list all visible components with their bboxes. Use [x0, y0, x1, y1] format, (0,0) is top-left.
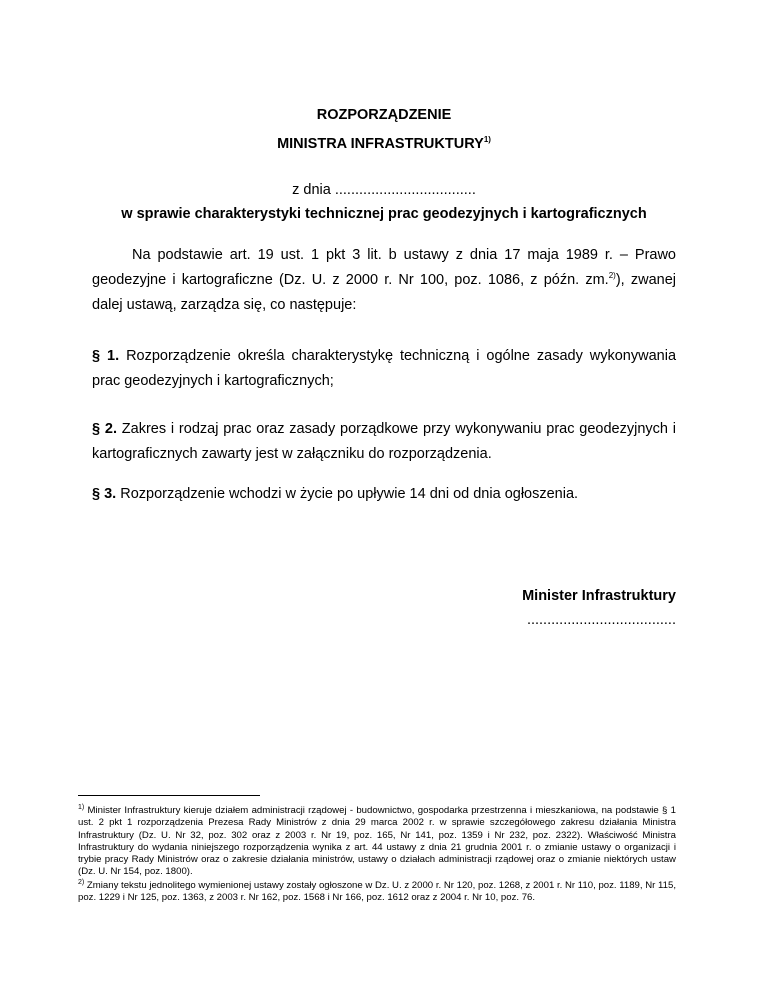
issuer-heading	[0, 136, 768, 152]
signature-title: Minister Infrastruktury	[522, 588, 676, 604]
preamble-paragraph	[92, 243, 676, 318]
footnote-text: Minister Infrastruktury kieruje działem administracji rządowej - budownictwo, gospodarka przestrzenna i mieszkaniowa, na podstawie § 1 ust. 2 pkt 1 rozporządzenia Prezesa Rady Ministrów z dnia 29 marca 2002 r. w sprawie szczegółowego zakresu działania Ministra Infrastruktury (Dz. U. Nr 32, poz. 302 oraz z 2003 r. Nr 19, poz. 165, Nr 141, poz. 1359 i Nr 232, poz. 2322). Właściwość Ministra Infrastruktury do wydania niniejszego rozporządzenia wynika z art. 44 ustawy z dnia 21 grudnia 2001 r. o zmianie ustawy o organizacji i trybie pracy Rady Ministrów oraz o zakresie działania ministrów, ustawy o działach administracji rządowej oraz o zmianie niektórych ustaw (Dz. U. Nr 154, poz. 1800).	[78, 805, 676, 878]
footnote-marker: 2)	[78, 879, 85, 886]
document-title: ROZPORZĄDZENIE	[316, 107, 452, 123]
section-mark: § 2.	[92, 421, 117, 437]
section-text: Rozporządzenie określa charakterystykę techniczną i ogólne zasady wykonywania prac geodezyjnych i kartograficznych;	[92, 348, 677, 389]
footnote-2	[78, 880, 676, 905]
regulation-topic: w sprawie charakterystyki technicznej prac geodezyjnych i kartograficznych	[121, 206, 647, 222]
footnote-marker: 1)	[78, 804, 85, 811]
footnote-text: Zmiany tekstu jednolitego wymienionej ustawy zostały ogłoszone w Dz. U. z 2000 r. Nr 120, poz. 1268, z 2001 r. Nr 110, poz. 1189, Nr 115, poz. 1229 i Nr 125, poz. 1363, z 2003 r. Nr 162, poz. 1568 i Nr 166, poz. 1612 oraz z 2004 r. Nr 10, poz. 76.	[78, 880, 676, 904]
section-text: Zakres i rodzaj prac oraz zasady porządkowe przy wykonywaniu prac geodezyjnych i kartograficznych zawarty jest w załączniku do rozporządzenia.	[92, 421, 676, 462]
footnote-1	[78, 805, 676, 879]
section-text: Rozporządzenie wchodzi w życie po upływie 14 dni od dnia ogłoszenia.	[120, 486, 579, 502]
signature-line: .....................................	[526, 612, 676, 628]
section-mark: § 1.	[92, 348, 120, 364]
footnote-separator	[78, 795, 260, 796]
date-line: z dnia ...................................	[292, 182, 476, 198]
section-2	[92, 417, 676, 467]
section-1	[92, 344, 676, 394]
section-mark: § 3.	[92, 486, 117, 502]
preamble-text: Na podstawie art. 19 ust. 1 pkt 3 lit. b ustawy z dnia 17 maja 1989 r. – Prawo geodezyjne i kartograficzne (Dz. U. z 2000 r. Nr 100, poz. 1086, z późn. zm.	[92, 247, 676, 288]
footnote-ref-2: 2)	[608, 271, 616, 280]
footnote-ref-1: 1)	[483, 135, 491, 144]
section-3	[92, 482, 676, 507]
issuer-name: MINISTRA INFRASTRUKTURY	[277, 136, 484, 152]
preamble-text-end: ), zwanej dalej ustawą, zarządza się, co następuje:	[92, 272, 676, 313]
